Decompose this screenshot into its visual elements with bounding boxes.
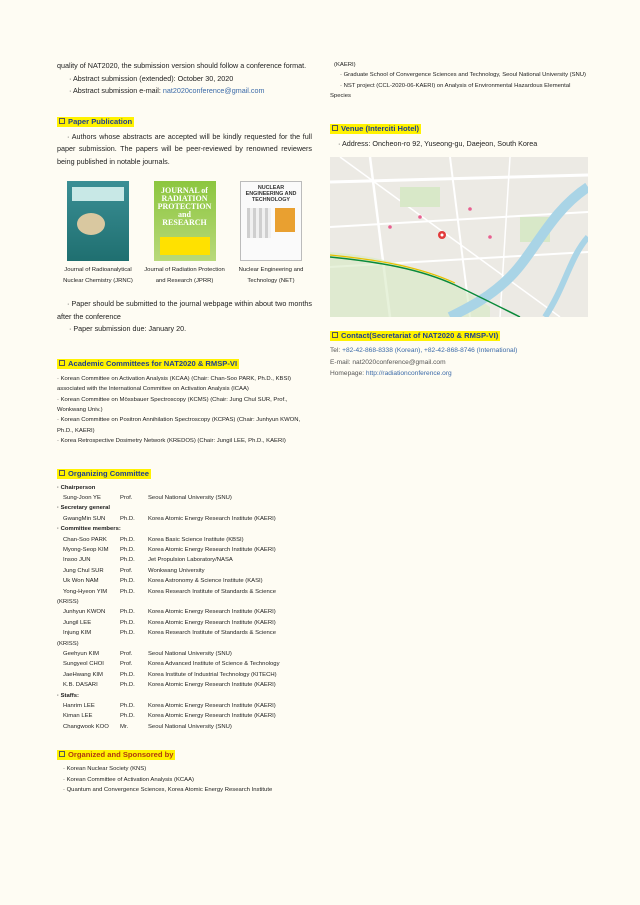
staffs-label: · Staffs: — [57, 692, 79, 699]
net-caption: Nuclear Engineering and Technology (NET) — [238, 267, 304, 284]
committee-name: Chan-Soo PARK — [63, 536, 107, 543]
organizing-table — [57, 483, 312, 733]
committee-title: Ph.D. — [120, 578, 135, 585]
committee-name: Geehyun KIM — [63, 651, 100, 658]
committee-org: Korea Atomic Energy Research Institute (KAERI) — [148, 515, 276, 522]
committee-org: Korea Research Institute of Standards & Science — [148, 630, 277, 637]
committee-row — [57, 514, 312, 524]
committee-row — [57, 587, 312, 597]
contact-heading-text: Contact(Secretariat of NAT2020 & RMSP-VI) — [341, 331, 499, 341]
committee-title: Ph.D. — [120, 515, 135, 522]
contact-email-line — [330, 357, 588, 369]
email-label: E-mail: — [330, 358, 353, 366]
paper-submission-note: · Paper should be submitted to the journal webpage within about two months after the conference — [57, 299, 312, 321]
committee-name: Jungil LEE — [63, 619, 92, 626]
jrnc-cover-image — [67, 181, 129, 261]
committee-org: Korea Advanced Institute of Science & Technology — [148, 661, 280, 668]
sponsor-item: · Korean Committee of Activation Analysis (KCAA) — [63, 776, 194, 783]
committee-name: JaeHwang KIM — [63, 671, 103, 678]
committee-title: Ph.D. — [120, 609, 135, 616]
committee-name: Kiman LEE — [63, 713, 93, 720]
jprr-caption: Journal of Radiation Protection and Research (JPRR) — [144, 267, 225, 284]
organizing-heading-text: Organizing Committee — [68, 468, 150, 478]
committee-title: Prof. — [120, 494, 133, 501]
abstract-email-line — [57, 85, 312, 98]
secretary-label: · Secretary general — [57, 505, 111, 512]
committee-org: Korea Atomic Energy Research Institute (KAERI) — [148, 703, 276, 710]
committee-name: Jung Chul SUR — [63, 567, 104, 574]
committee-title: Ph.D. — [120, 557, 135, 564]
sponsor-item: · Quantum and Convergence Sciences, Korea Atomic Energy Research Institute — [63, 787, 273, 794]
committee-name: Sungyeol CHOI — [63, 661, 104, 668]
committee-org: Korea Research Institute of Standards & Science — [148, 588, 277, 595]
committee-title: Ph.D. — [120, 713, 135, 720]
committee-row — [57, 545, 312, 555]
checkbox-icon — [59, 360, 65, 366]
committee-name: Myong-Seop KIM — [63, 546, 109, 553]
email-value[interactable]: nat2020conference@gmail.com — [352, 358, 446, 366]
paper-heading-text: Paper Publication — [68, 116, 133, 126]
committee-row — [57, 649, 312, 659]
committee-row — [57, 566, 312, 576]
sponsored-heading-text: Organized and Sponsored by — [68, 750, 174, 760]
checkbox-icon — [332, 125, 338, 131]
journal-jprr — [144, 181, 226, 286]
homepage-link[interactable]: http://radiationconference.org — [365, 370, 452, 378]
academic-list — [57, 374, 312, 447]
committee-row — [57, 576, 312, 586]
committee-title: Ph.D. — [120, 671, 135, 678]
right-column — [330, 60, 588, 380]
abstract-deadline: · Abstract submission (extended): October 30, 2020 — [69, 73, 234, 83]
organizing-heading — [57, 469, 151, 479]
left-column — [57, 60, 312, 796]
sponsor-item: · Korean Nuclear Society (KNS) — [63, 766, 147, 773]
committee-row — [57, 670, 312, 680]
sponsored-heading — [57, 750, 175, 760]
committee-name: K.B. DASARI — [63, 682, 98, 689]
paper-publication-heading — [57, 117, 134, 127]
sponsor-list — [57, 764, 312, 795]
checkbox-icon — [59, 751, 65, 757]
contact-heading — [330, 331, 500, 341]
committee-name: Hanrim LEE — [63, 703, 95, 710]
jprr-cover-image — [154, 181, 216, 261]
academic-heading — [57, 359, 239, 369]
committee-org: Korea Atomic Energy Research Institute (KAERI) — [148, 619, 276, 626]
academic-item: · Korean Committee on Positron Annihilation Spectroscopy (KCPAS) (Chair: Junhyun KWON, Ph.D., KAERI) — [57, 417, 301, 434]
nst-project: · NST project (CCL-2020-06-KAERI) on Analysis of Environmental Hazardous Elemental Species — [330, 82, 571, 100]
jrnc-caption: Journal of Radioanalytical Nuclear Chemistry (JRNC) — [63, 267, 133, 284]
journal-net — [230, 181, 312, 286]
committee-org-continued: (KRISS) — [57, 599, 79, 605]
checkbox-icon — [59, 470, 65, 476]
committee-title: Ph.D. — [120, 619, 135, 626]
committee-org-continued: (KRISS) — [57, 640, 79, 647]
committee-row — [57, 701, 312, 711]
committee-name: Insoo JUN — [63, 557, 91, 564]
committee-org: Korea Institute of Industrial Technology (KITECH) — [148, 671, 277, 678]
venue-map[interactable] — [330, 157, 588, 317]
net-cover-title: NUCLEAR ENGINEERING AND TECHNOLOGY — [245, 185, 297, 203]
committee-row — [57, 535, 312, 545]
journal-jrnc — [57, 181, 139, 286]
venue-heading — [330, 124, 421, 134]
committee-org: Seoul National University (SNU) — [148, 723, 232, 730]
committee-row — [57, 628, 312, 638]
committee-name: Yong-Hyeon YIM — [63, 588, 108, 595]
committee-title: Ph.D. — [120, 546, 135, 553]
academic-item: · Korean Committee on Mössbauer Spectroscopy (KCMS) (Chair: Jung Chul SUR, Prof., Wonkwang Univ.) — [57, 396, 288, 413]
committee-org: Korea Atomic Energy Research Institute (KAERI) — [148, 546, 276, 553]
committee-name: GwangMin SUN — [63, 515, 106, 522]
committee-row — [57, 711, 312, 721]
academic-item: · Korean Committee on Activation Analysis (KCAA) (Chair: Chan-Soo PARK, Ph.D., KBSI) associated with the International Committee on Activation Analysis (ICAA) — [57, 375, 291, 393]
checkbox-icon — [332, 332, 338, 338]
committee-title: Prof. — [120, 651, 133, 658]
venue-heading-text: Venue (Interciti Hotel) — [341, 123, 420, 133]
venue-address: · Address: Oncheon-ro 92, Yuseong-gu, Daejeon, South Korea — [338, 138, 538, 148]
abstract-email-link[interactable]: nat2020conference@gmail.com — [162, 86, 265, 95]
contact-home-line — [330, 368, 588, 380]
committee-title: Mr. — [120, 723, 129, 730]
committee-title: Ph.D. — [120, 536, 135, 543]
committee-title: Prof. — [120, 567, 133, 574]
committee-title: Prof. — [120, 661, 133, 668]
paper-text: · Authors whose abstracts are accepted will be kindly requested for the full paper submission. The papers will be peer-reviewed by renowned reviewers being published in notable journals. — [57, 131, 312, 166]
committee-org: Korea Astronomy & Science Institute (KASI) — [148, 578, 263, 585]
committee-name: Sung-Joon YE — [63, 494, 101, 501]
committee-row — [57, 493, 312, 503]
intro-paragraph: quality of NAT2020, the submission version should follow a conference format. — [57, 61, 307, 70]
committee-row — [57, 659, 312, 669]
members-label: · Committee members: — [57, 526, 121, 533]
committee-org: Wonkwang University — [148, 567, 205, 574]
committee-name: Junhyun KWON — [63, 609, 106, 616]
committee-title: Ph.D. — [120, 630, 135, 637]
committee-name: Uk Won NAM — [63, 578, 99, 585]
academic-heading-text: Academic Committees for NAT2020 & RMSP-VI — [68, 358, 238, 368]
abstract-email-label: · Abstract submission e-mail: — [69, 86, 163, 95]
committee-title: Ph.D. — [120, 588, 135, 595]
committee-name: Injung KIM — [63, 630, 92, 637]
committee-org: Korea Atomic Energy Research Institute (KAERI) — [148, 713, 276, 720]
committee-title: Ph.D. — [120, 703, 135, 710]
tel-value[interactable]: +82-42-868-8338 (Korean), +82-42-868-8746 (International) — [342, 347, 518, 355]
home-label: Homepage: — [330, 370, 366, 378]
committee-row — [57, 555, 312, 565]
jprr-cover-title: JOURNAL of RADIATION PROTECTION and RESEARCH — [157, 186, 212, 227]
paper-due: · Paper submission due: January 20. — [69, 324, 187, 334]
committee-row — [57, 722, 312, 732]
committee-org: Jet Propulsion Laboratory/NASA — [148, 557, 233, 564]
committee-name: Changwook KOO — [63, 723, 109, 730]
academic-item: · Korea Retrospective Dosimetry Network (KREDOS) (Chair: Jungil LEE, Ph.D., KAERI) — [57, 438, 286, 445]
committee-org: Korea Atomic Energy Research Institute (KAERI) — [148, 609, 276, 616]
committee-row — [57, 607, 312, 617]
checkbox-icon — [59, 118, 65, 124]
tel-label: Tel: — [330, 347, 343, 355]
contact-block — [330, 345, 588, 380]
committee-org: Korea Atomic Energy Research Institute (KAERI) — [148, 682, 276, 689]
committee-org: Seoul National University (SNU) — [148, 494, 232, 501]
committee-org: Korea Basic Science Institute (KBSI) — [148, 536, 244, 543]
committee-title: Ph.D. — [120, 682, 135, 689]
committee-row — [57, 680, 312, 690]
committee-org: Seoul National University (SNU) — [148, 651, 232, 658]
kaeri-line: (KAERI) — [334, 62, 356, 68]
contact-tel-line — [330, 345, 588, 357]
snu-sponsor: · Graduate School of Convergence Sciences and Technology, Seoul National University (SNU) — [340, 72, 587, 79]
net-cover-image — [240, 181, 302, 261]
map-graphic — [330, 157, 588, 317]
committee-row — [57, 618, 312, 628]
journal-covers — [57, 181, 312, 286]
chair-label: · Chairperson — [57, 484, 96, 491]
